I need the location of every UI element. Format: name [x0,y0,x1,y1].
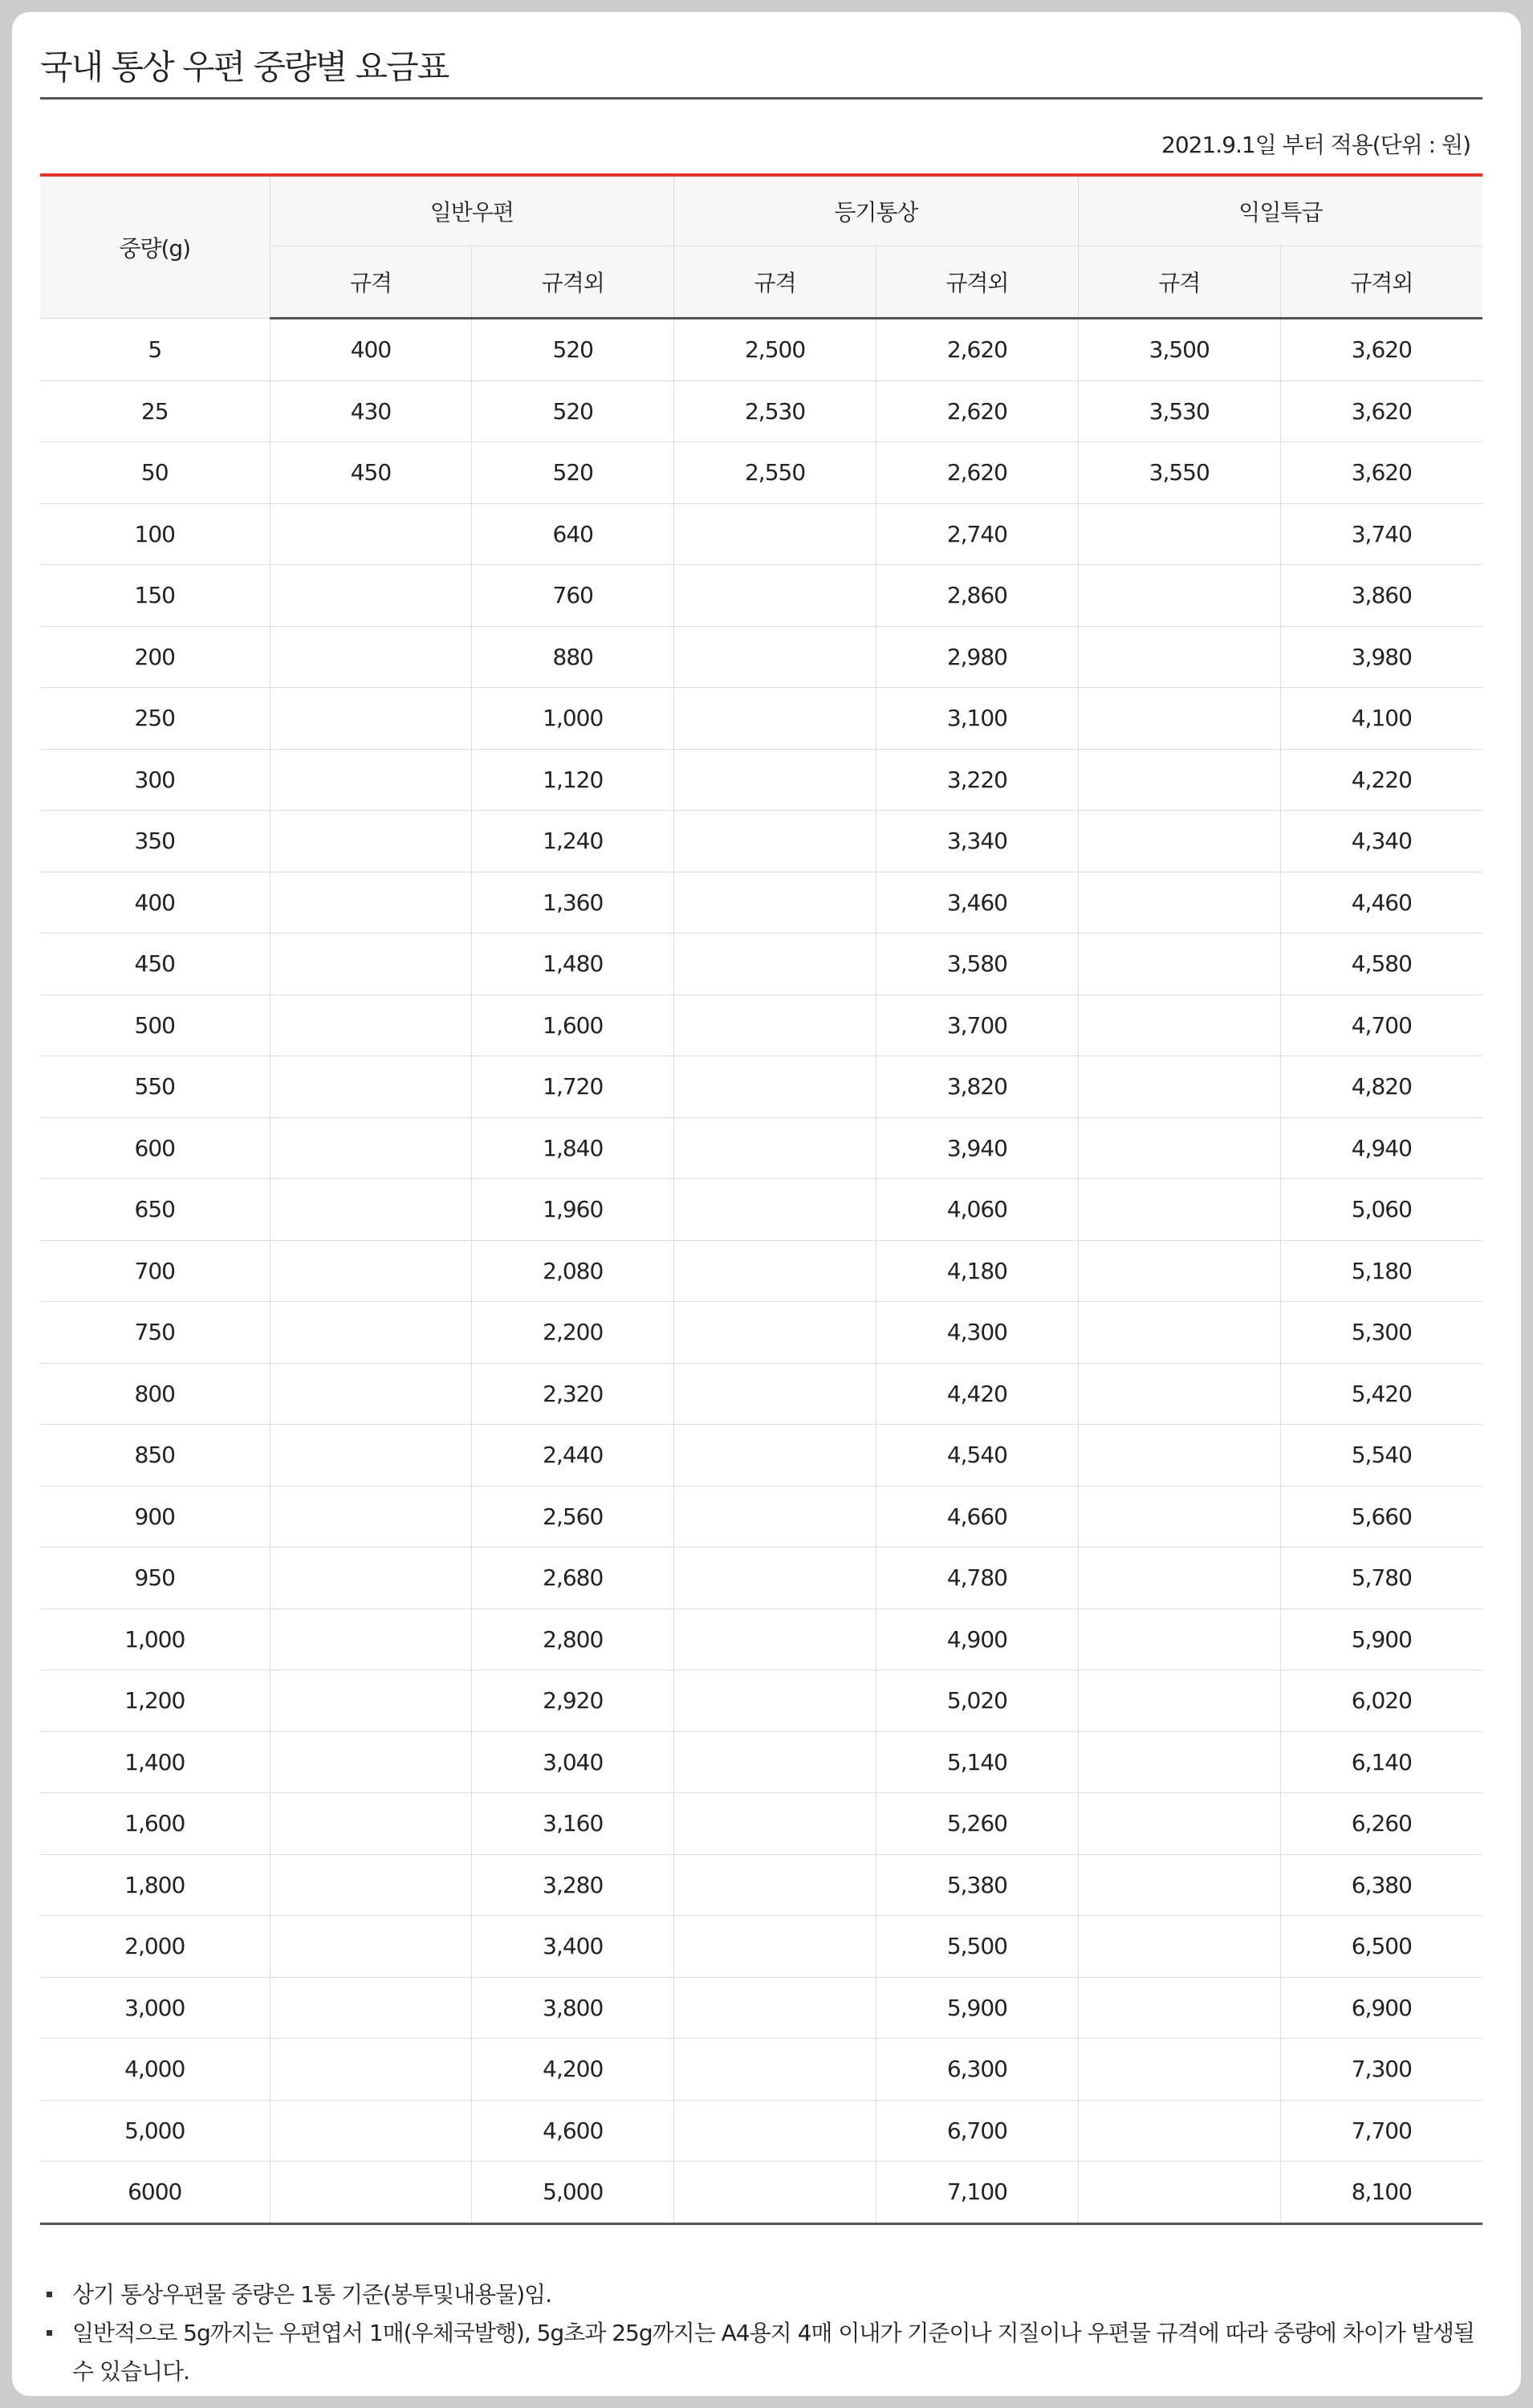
rate-cell: 6,140 [1280,1731,1482,1793]
rate-cell [674,1793,876,1855]
rate-cell [674,749,876,811]
rate-cell: 2,920 [472,1670,674,1732]
rate-cell: 5,000 [472,2162,674,2224]
rate-cell [674,1548,876,1609]
rate-cell [1078,1486,1280,1548]
rate-cell: 4,200 [472,2039,674,2101]
header-nonstandard: 규격외 [472,246,674,319]
rate-cell: 5,300 [1280,1302,1482,1364]
weight-cell: 900 [40,1486,270,1548]
rate-cell: 520 [472,380,674,442]
rate-cell [1078,688,1280,750]
rate-cell [674,1240,876,1302]
rate-cell [674,934,876,995]
rate-cell: 3,160 [472,1793,674,1855]
rate-cell: 1,840 [472,1117,674,1179]
weight-cell: 300 [40,749,270,811]
rate-cell [1078,811,1280,872]
table-row [40,1609,1482,1670]
weight-cell: 150 [40,565,270,627]
rate-cell: 3,800 [472,1977,674,2039]
rate-cell: 7,300 [1280,2039,1482,2101]
rate-cell [270,1056,472,1118]
table-row [40,319,1482,381]
rate-cell: 3,100 [876,688,1078,750]
weight-cell: 600 [40,1117,270,1179]
rate-cell [674,1179,876,1241]
rate-cell [1078,1916,1280,1978]
rate-cell [1078,1977,1280,2039]
rate-cell: 2,680 [472,1548,674,1609]
table-row [40,1056,1482,1118]
rate-cell [270,565,472,627]
rate-cell: 1,120 [472,749,674,811]
rate-cell [270,749,472,811]
rate-cell: 4,180 [876,1240,1078,1302]
rate-cell: 640 [472,503,674,565]
rate-cell: 4,940 [1280,1117,1482,1179]
rate-cell: 6,020 [1280,1670,1482,1732]
rate-cell: 3,280 [472,1854,674,1916]
rate-cell [270,811,472,872]
rate-cell: 7,700 [1280,2100,1482,2162]
weight-cell: 25 [40,380,270,442]
rate-cell [674,1302,876,1364]
rate-cell: 2,550 [674,442,876,504]
rate-cell: 3,400 [472,1916,674,1978]
rate-cell: 3,980 [1280,626,1482,688]
rate-cell [1078,1670,1280,1732]
rate-cell [270,1793,472,1855]
rate-cell [674,1425,876,1487]
rate-cell [674,995,876,1056]
rate-cell: 6,300 [876,2039,1078,2101]
rate-cell: 3,580 [876,934,1078,995]
table-row [40,503,1482,565]
table-row [40,1117,1482,1179]
table-row [40,1179,1482,1241]
rate-cell: 8,100 [1280,2162,1482,2224]
rate-cell [270,995,472,1056]
table-row [40,565,1482,627]
rate-cell: 5,420 [1280,1363,1482,1425]
rate-cell: 2,200 [472,1302,674,1364]
rate-cell: 4,060 [876,1179,1078,1241]
table-row [40,749,1482,811]
rate-cell: 3,530 [1078,380,1280,442]
rate-cell [1078,1302,1280,1364]
rate-cell [674,2162,876,2224]
rate-cell [1078,2039,1280,2101]
rate-cell: 3,040 [472,1731,674,1793]
rate-cell [1078,2100,1280,2162]
table-row [40,442,1482,504]
rate-cell [674,1609,876,1670]
rate-cell [270,688,472,750]
rate-cell: 3,460 [876,872,1078,934]
rate-cell [1078,1854,1280,1916]
rate-cell: 6,500 [1280,1916,1482,1978]
weight-cell: 450 [40,934,270,995]
rate-cell: 1,240 [472,811,674,872]
rate-cell [1078,626,1280,688]
table-row [40,934,1482,995]
table-row [40,1670,1482,1732]
rate-cell [1078,1056,1280,1118]
rate-cell: 2,740 [876,503,1078,565]
rate-cell [674,1977,876,2039]
rate-cell: 4,300 [876,1302,1078,1364]
table-row [40,2039,1482,2101]
table-row [40,1977,1482,2039]
rate-cell [270,503,472,565]
weight-cell: 5,000 [40,2100,270,2162]
rate-cell [270,1854,472,1916]
table-row [40,1486,1482,1548]
rate-cell: 450 [270,442,472,504]
rate-cell [1078,872,1280,934]
rate-cell: 4,580 [1280,934,1482,995]
rate-cell: 880 [472,626,674,688]
rate-cell [270,934,472,995]
rate-cell: 2,860 [876,565,1078,627]
rate-cell [674,1670,876,1732]
rate-cell [674,1117,876,1179]
rate-cell [674,1486,876,1548]
rate-cell: 2,620 [876,380,1078,442]
rate-cell: 5,380 [876,1854,1078,1916]
weight-cell: 750 [40,1302,270,1364]
header-standard: 규격 [674,246,876,319]
rate-cell [674,688,876,750]
weight-cell: 2,000 [40,1916,270,1978]
rate-cell: 3,620 [1280,380,1482,442]
rate-cell: 2,500 [674,319,876,381]
rate-cell [1078,1425,1280,1487]
weight-cell: 100 [40,503,270,565]
rate-cell [1078,565,1280,627]
rate-cell [674,565,876,627]
rate-cell [270,1363,472,1425]
rate-cell: 3,620 [1280,319,1482,381]
rate-cell [674,2039,876,2101]
header-regular-mail: 일반우편 [270,175,674,246]
rate-cell: 1,480 [472,934,674,995]
rate-cell [1078,1609,1280,1670]
rate-cell [674,1731,876,1793]
rate-cell [674,503,876,565]
rate-cell: 2,560 [472,1486,674,1548]
rate-cell: 400 [270,319,472,381]
rate-cell [270,1179,472,1241]
table-row [40,1363,1482,1425]
rate-cell: 4,340 [1280,811,1482,872]
rate-cell: 4,820 [1280,1056,1482,1118]
header-registered-mail: 등기통상 [674,175,1079,246]
table-row [40,688,1482,750]
rate-cell [270,626,472,688]
table-row [40,1916,1482,1978]
rate-cell: 3,340 [876,811,1078,872]
rate-cell: 5,500 [876,1916,1078,1978]
rate-cell: 5,260 [876,1793,1078,1855]
rate-cell: 2,620 [876,319,1078,381]
weight-cell: 200 [40,626,270,688]
rate-cell [1078,503,1280,565]
rate-table [40,173,1482,2225]
rate-cell: 5,900 [876,1977,1078,2039]
weight-cell: 4,000 [40,2039,270,2101]
rate-cell: 4,600 [472,2100,674,2162]
rate-cell: 3,820 [876,1056,1078,1118]
table-row [40,380,1482,442]
rate-cell [270,1486,472,1548]
rate-cell: 5,180 [1280,1240,1482,1302]
rate-cell [1078,1240,1280,1302]
rate-cell [270,1731,472,1793]
header-weight: 중량(g) [40,175,270,319]
page-title: 국내 통상 우편 중량별 요금표 [40,47,449,87]
table-row [40,1302,1482,1364]
rate-cell [674,1854,876,1916]
table-row [40,995,1482,1056]
rate-cell: 760 [472,565,674,627]
rate-cell: 1,600 [472,995,674,1056]
table-row [40,1425,1482,1487]
rate-cell: 520 [472,442,674,504]
rate-cell [1078,749,1280,811]
weight-cell: 550 [40,1056,270,1118]
weight-cell: 5 [40,319,270,381]
rate-cell: 4,900 [876,1609,1078,1670]
rate-cell: 3,500 [1078,319,1280,381]
rate-cell: 3,620 [1280,442,1482,504]
rate-cell [1078,1731,1280,1793]
rate-cell: 3,220 [876,749,1078,811]
rate-cell [1078,995,1280,1056]
rate-cell [270,1548,472,1609]
rate-cell: 4,540 [876,1425,1078,1487]
rate-cell [674,1056,876,1118]
title-divider [40,97,1482,100]
rate-cell: 5,020 [876,1670,1078,1732]
rate-cell: 4,460 [1280,872,1482,934]
rate-cell: 6,380 [1280,1854,1482,1916]
rate-cell [674,2100,876,2162]
weight-cell: 700 [40,1240,270,1302]
rate-cell: 7,100 [876,2162,1078,2224]
rate-cell: 2,980 [876,626,1078,688]
rate-cell: 2,800 [472,1609,674,1670]
weight-cell: 500 [40,995,270,1056]
weight-cell: 1,600 [40,1793,270,1855]
rate-cell: 5,540 [1280,1425,1482,1487]
header-standard: 규격 [270,246,472,319]
table-row [40,2100,1482,2162]
rate-cell [270,2039,472,2101]
rate-cell: 2,320 [472,1363,674,1425]
rate-cell: 5,780 [1280,1548,1482,1609]
table-row [40,2162,1482,2224]
rate-cell: 5,660 [1280,1486,1482,1548]
weight-cell: 350 [40,811,270,872]
table-row [40,872,1482,934]
weight-cell: 850 [40,1425,270,1487]
rate-cell: 3,860 [1280,565,1482,627]
note-item: 상기 통상우편물 중량은 1통 기준(봉투및내용물)임. [40,2276,1485,2314]
rate-cell [270,1302,472,1364]
rate-cell: 1,720 [472,1056,674,1118]
rate-cell: 2,440 [472,1425,674,1487]
rate-cell: 4,100 [1280,688,1482,750]
rate-cell [1078,1179,1280,1241]
weight-cell: 400 [40,872,270,934]
rate-cell [270,1117,472,1179]
rate-cell: 4,780 [876,1548,1078,1609]
rate-cell: 6,900 [1280,1977,1482,2039]
rate-cell: 1,000 [472,688,674,750]
rate-cell: 6,700 [876,2100,1078,2162]
rate-cell: 3,550 [1078,442,1280,504]
rate-cell: 5,900 [1280,1609,1482,1670]
weight-cell: 650 [40,1179,270,1241]
weight-cell: 1,800 [40,1854,270,1916]
header-nonstandard: 규격외 [1280,246,1482,319]
rate-cell: 5,060 [1280,1179,1482,1241]
rate-cell [1078,1117,1280,1179]
rate-cell: 4,220 [1280,749,1482,811]
rate-cell [270,1916,472,1978]
rate-cell: 5,140 [876,1731,1078,1793]
weight-cell: 1,000 [40,1609,270,1670]
rate-cell [1078,2162,1280,2224]
table-row [40,1793,1482,1855]
rate-cell: 2,530 [674,380,876,442]
weight-cell: 3,000 [40,1977,270,2039]
weight-cell: 1,400 [40,1731,270,1793]
weight-cell: 250 [40,688,270,750]
rate-cell: 2,080 [472,1240,674,1302]
rate-cell: 520 [472,319,674,381]
rate-cell: 4,660 [876,1486,1078,1548]
rate-cell [270,872,472,934]
rate-cell [1078,1548,1280,1609]
rate-cell [674,1363,876,1425]
rate-cell: 4,420 [876,1363,1078,1425]
content-card [12,12,1521,2396]
rate-cell [270,1977,472,2039]
rate-cell [1078,934,1280,995]
header-standard: 규격 [1078,246,1280,319]
rate-cell: 3,940 [876,1117,1078,1179]
rate-cell [270,1609,472,1670]
note-item: 일반적으로 5g까지는 우편엽서 1매(우체국발행), 5g초과 25g까지는 A4용지 4매 이내가 기준이나 지질이나 우편물 규격에 따라 중량에 차이가 발생될 수 있습니다. [40,2314,1485,2391]
table-row [40,626,1482,688]
rate-cell: 1,960 [472,1179,674,1241]
rate-cell: 6,260 [1280,1793,1482,1855]
weight-cell: 800 [40,1363,270,1425]
rate-cell: 1,360 [472,872,674,934]
rate-cell [270,1240,472,1302]
weight-cell: 950 [40,1548,270,1609]
weight-cell: 1,200 [40,1670,270,1732]
table-row [40,1731,1482,1793]
rate-cell [674,1916,876,1978]
rate-cell [674,626,876,688]
table-row [40,1548,1482,1609]
rate-cell [674,872,876,934]
effective-date-note: 2021.9.1일 부터 적용(단위 : 원) [1161,132,1470,158]
header-nonstandard: 규격외 [876,246,1078,319]
table-row [40,811,1482,872]
rate-cell [270,1425,472,1487]
weight-cell: 6000 [128,2178,182,2206]
rate-cell: 3,700 [876,995,1078,1056]
rate-cell [1078,1363,1280,1425]
rate-cell [1078,1793,1280,1855]
rate-cell [674,811,876,872]
rate-cell: 3,740 [1280,503,1482,565]
rate-cell: 2,620 [876,442,1078,504]
header-express-mail: 익일특급 [1078,175,1482,246]
table-row [40,1854,1482,1916]
rate-cell [270,2162,472,2224]
notes-list [40,2276,1485,2391]
rate-cell [270,2100,472,2162]
weight-cell: 50 [40,442,270,504]
rate-cell [270,1670,472,1732]
rate-cell: 430 [270,380,472,442]
table-row [40,1240,1482,1302]
rate-cell: 4,700 [1280,995,1482,1056]
